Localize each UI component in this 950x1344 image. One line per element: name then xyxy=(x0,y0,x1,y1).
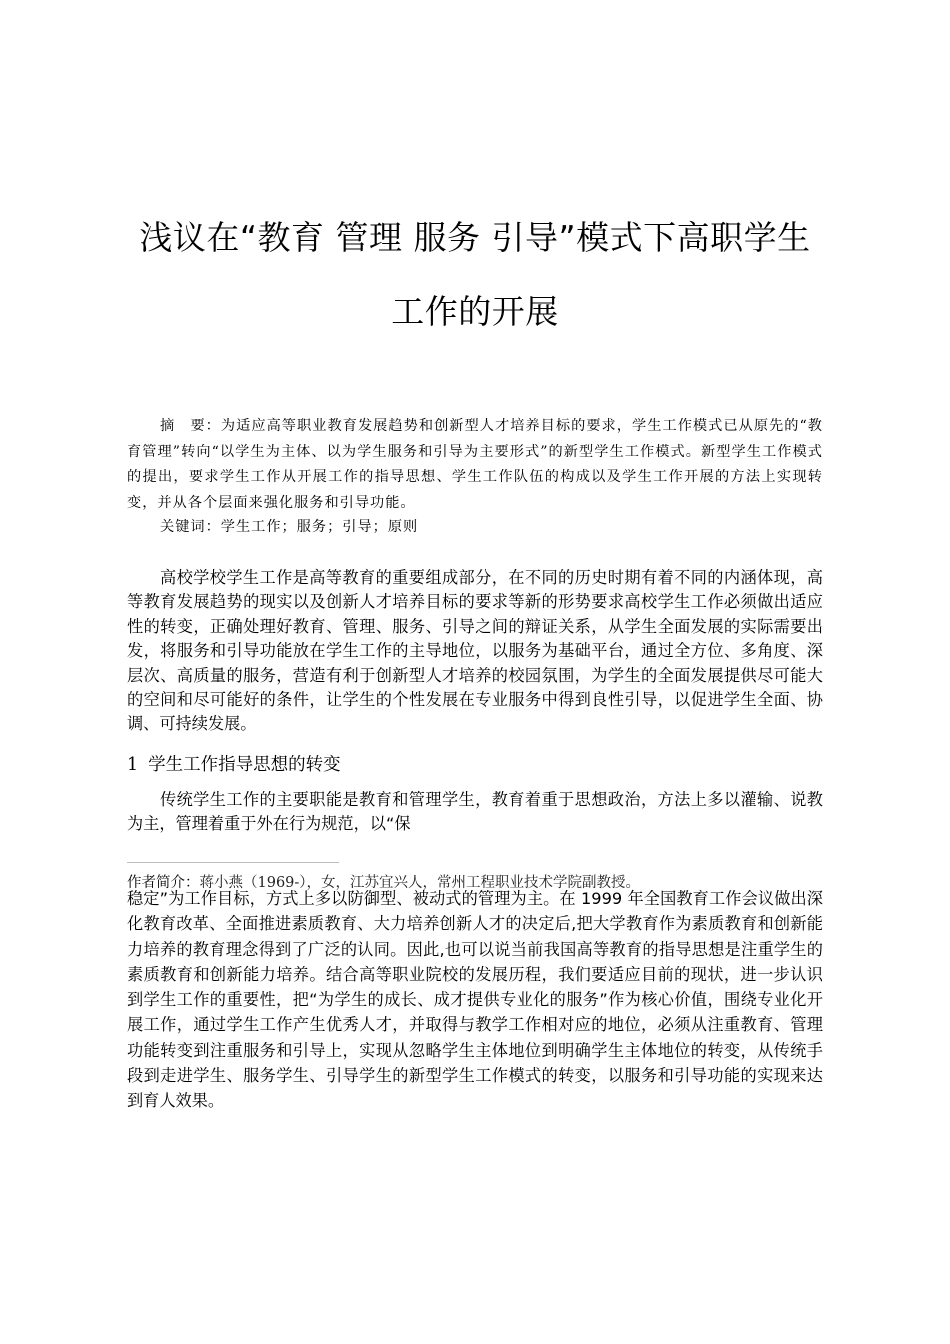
keywords-label: 关键词： xyxy=(160,519,221,535)
section-1-paragraph-start: 传统学生工作的主要职能是教育和管理学生，教育着重于思想政治，方法上多以灌输、说教为主，管理着重于外在行为规范，以“保 xyxy=(127,790,823,834)
section-1-title: 学生工作指导思想的转变 xyxy=(148,755,341,775)
footnote-divider xyxy=(127,862,339,863)
footnote-label: 作者简介： xyxy=(127,875,200,891)
document-title-line-2: 工作的开展 xyxy=(391,292,559,331)
document-title-line-1: 浅议在“教育 管理 服务 引导”模式下高职学生 xyxy=(139,218,811,257)
abstract-label: 摘 要： xyxy=(160,418,221,434)
section-1-heading xyxy=(127,751,341,776)
footnote-text: 蒋小燕（1969-），女，江苏宜兴人，常州工程职业技术学院副教授。 xyxy=(199,875,641,891)
section-1-number: 1 xyxy=(127,755,139,775)
abstract xyxy=(127,414,823,516)
abstract-text: 为适应高等职业教育发展趋势和创新型人才培养目标的要求，学生工作模式已从原先的“教育管理”转向“以学生为主体、以为学生服务和引导为主要形式”的新型学生工作模式。新型学生工作模式的提出，要求学生工作从开展工作的指导思想、学生工作队伍的构成以及学生工作开展的方法上实现转变，并从各个层面来强化服务和引导功能。 xyxy=(127,418,823,511)
section-1-paragraph-continued: 稳定”为工作目标，方式上多以防御型、被动式的管理为主。在 1999 年全国教育工作会议做出深化教育改革、全面推进素质教育、大力培养创新人才的决定后,把大学教育作为素质教育和创新能力培养的教育理念得到了广泛的认同。因此,也可以说当前我国高等教育的指导思想是注重学生的素质教育和创新能力培养。结合高等职业院校的发展历程，我们要适应目前的现状，进一步认识到学生工作的重要性，把“为学生的成长、成才提供专业化的服务”作为核心价值，围绕专业化开展工作，通过学生工作产生优秀人才，并取得与教学工作相对应的地位，必须从注重教育、管理功能转变到注重服务和引导上，实现从忽略学生主体地位到明确学生主体地位的转变，从传统手段到走进学生、服务学生、引导学生的新型学生工作模式的转变，以服务和引导功能的实现来达到育人效果。 xyxy=(127,889,823,1111)
keywords-text: 学生工作；服务；引导；原则 xyxy=(220,519,419,535)
intro-paragraph: 高校学校学生工作是高等教育的重要组成部分，在不同的历史时期有着不同的内涵体现，高等教育发展趋势的现实以及创新人才培养目标的要求等新的形势要求高校学生工作必须做出适应性的转变，正确处理好教育、管理、服务、引导之间的辩证关系，从学生全面发展的实际需要出发，将服务和引导功能放在学生工作的主导地位，以服务为基础平台，通过全方位、多角度、深层次、高质量的服务，营造有利于创新型人才培养的校园氛围，为学生的全面发展提供尽可能大的空间和尽可能好的条件，让学生的个性发展在专业服务中得到良性引导，以促进学生全面、协调、可持续发展。 xyxy=(127,568,823,734)
keywords xyxy=(160,516,418,536)
